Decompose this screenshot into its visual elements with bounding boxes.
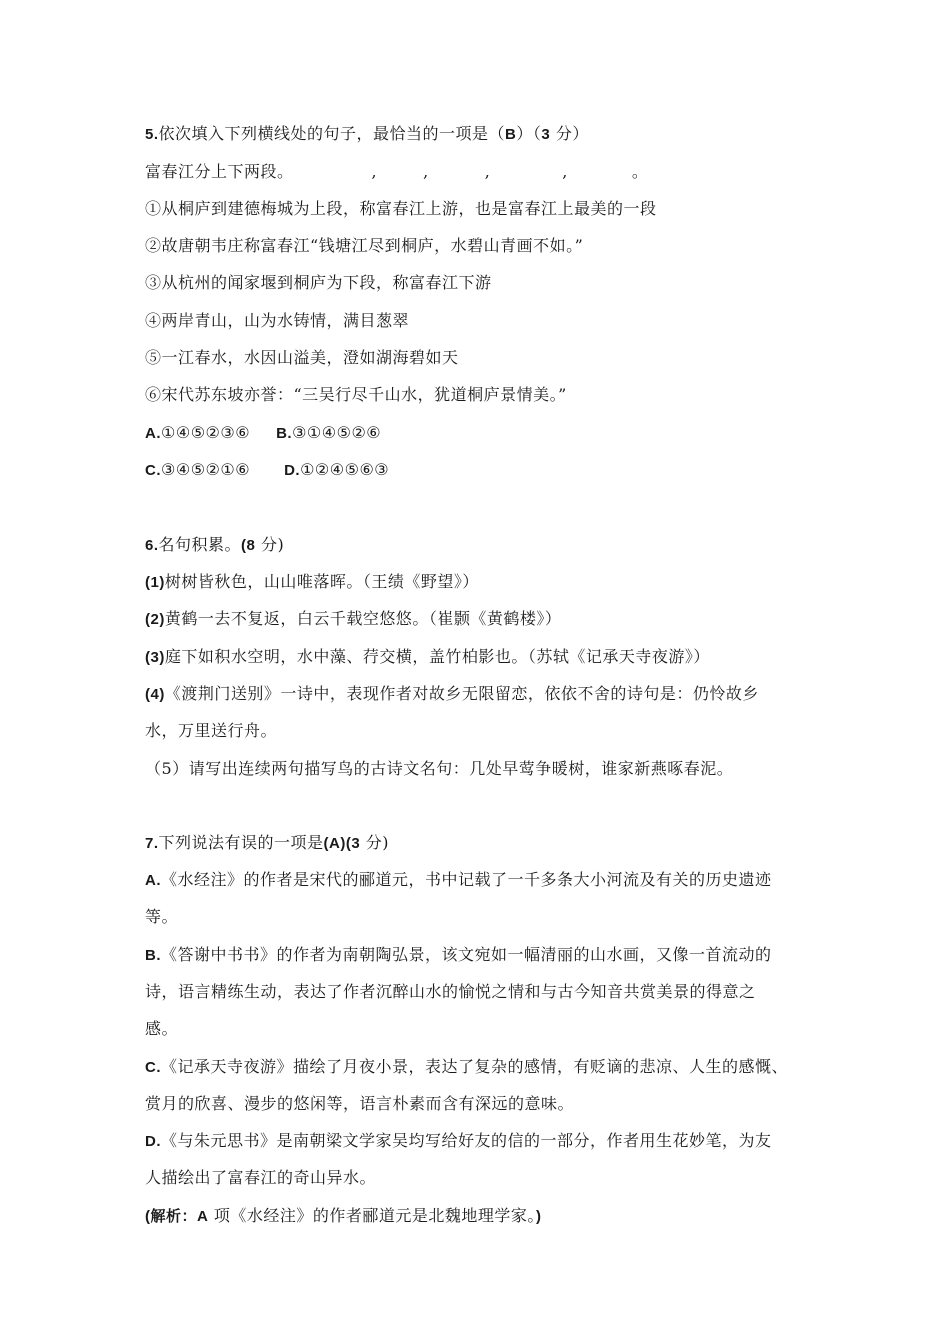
option-letter: A.	[145, 425, 161, 442]
option-letter: B.	[276, 425, 293, 442]
option-text: ③④⑤②①⑥	[161, 460, 251, 479]
q7-option: B.《答谢中书书》的作者为南朝陶弘景，该文宛如一幅清丽的山水画，又像一首流动的	[145, 945, 772, 964]
q7-option-continuation: 等。	[145, 907, 179, 926]
q7-stem: 7.下列说法有误的一项是(A)(3 分)	[145, 833, 390, 852]
option-text: ③①④⑤②⑥	[292, 423, 382, 442]
q5-intro: 富春江分上下两段。 , , , , 。	[145, 162, 649, 181]
q6-item: (1)树树皆秋色，山山唯落晖。（王绩《野望》）	[145, 572, 479, 591]
q5-item: ④两岸青山，山为水铸情，满目葱翠	[145, 311, 410, 330]
q6-item-continuation: 水，万里送行舟。	[145, 721, 278, 740]
q7-option-continuation: 人描绘出了富春江的奇山异水。	[145, 1168, 377, 1187]
q5-item: ⑥宋代苏东坡亦誉：“三吴行尽千山水，犹道桐庐景情美。”	[145, 385, 567, 404]
q6-item: (3)庭下如积水空明，水中藻、荇交横，盖竹柏影也。（苏轼《记承天寺夜游》）	[145, 647, 710, 666]
option-text: ①②④⑤⑥③	[300, 460, 390, 479]
q7-option-continuation: 诗，语言精练生动，表达了作者沉醉山水的愉悦之情和与古今知音共赏美景的得意之	[145, 982, 756, 1001]
option-letter: D.	[284, 462, 301, 479]
q5-options-row-2	[145, 460, 389, 481]
q5-item: ①从桐庐到建德梅城为上段，称富春江上游，也是富春江上最美的一段	[145, 199, 657, 218]
q7-option-continuation: 感。	[145, 1019, 179, 1038]
q7-option: A.《水经注》的作者是宋代的郦道元，书中记载了一千多条大小河流及有关的历史遗迹	[145, 870, 772, 889]
q7-option-continuation: 赏月的欣喜、漫步的悠闲等，语言朴素而含有深远的意味。	[145, 1094, 575, 1113]
q7-analysis: (解析：A 项《水经注》的作者郦道元是北魏地理学家。)	[145, 1206, 542, 1225]
q6-item: (2)黄鹤一去不复返，白云千载空悠悠。（崔颢《黄鹤楼》）	[145, 609, 562, 628]
q5-item: ③从杭州的闻家堰到桐庐为下段，称富春江下游	[145, 273, 492, 292]
option-letter: C.	[145, 462, 161, 479]
q6-item: (4)《渡荆门送别》一诗中，表现作者对故乡无限留恋，依依不舍的诗句是：仍怜故乡	[145, 684, 759, 703]
q5-item: ②故唐朝韦庄称富春江“钱塘江尽到桐庐，水碧山青画不如。”	[145, 236, 584, 255]
q5-stem: 5.依次填入下列横线处的句子，最恰当的一项是（B）（3 分）	[145, 124, 589, 143]
option-text: ①④⑤②③⑥	[161, 423, 251, 442]
q5-options-row-1	[145, 423, 381, 444]
q6-item: （5）请写出连续两句描写鸟的古诗文名句：几处早莺争暖树，谁家新燕啄春泥。	[145, 759, 734, 778]
q6-stem: 6.名句积累。(8 分)	[145, 535, 285, 554]
q7-option: D.《与朱元思书》是南朝梁文学家吴均写给好友的信的一部分，作者用生花妙笔，为友	[145, 1131, 772, 1150]
q5-item: ⑤一江春水，水因山溢美，澄如湖海碧如天	[145, 348, 459, 367]
q7-option: C.《记承天寺夜游》描绘了月夜小景，表达了复杂的感情，有贬谪的悲凉、人生的感慨、	[145, 1057, 789, 1076]
